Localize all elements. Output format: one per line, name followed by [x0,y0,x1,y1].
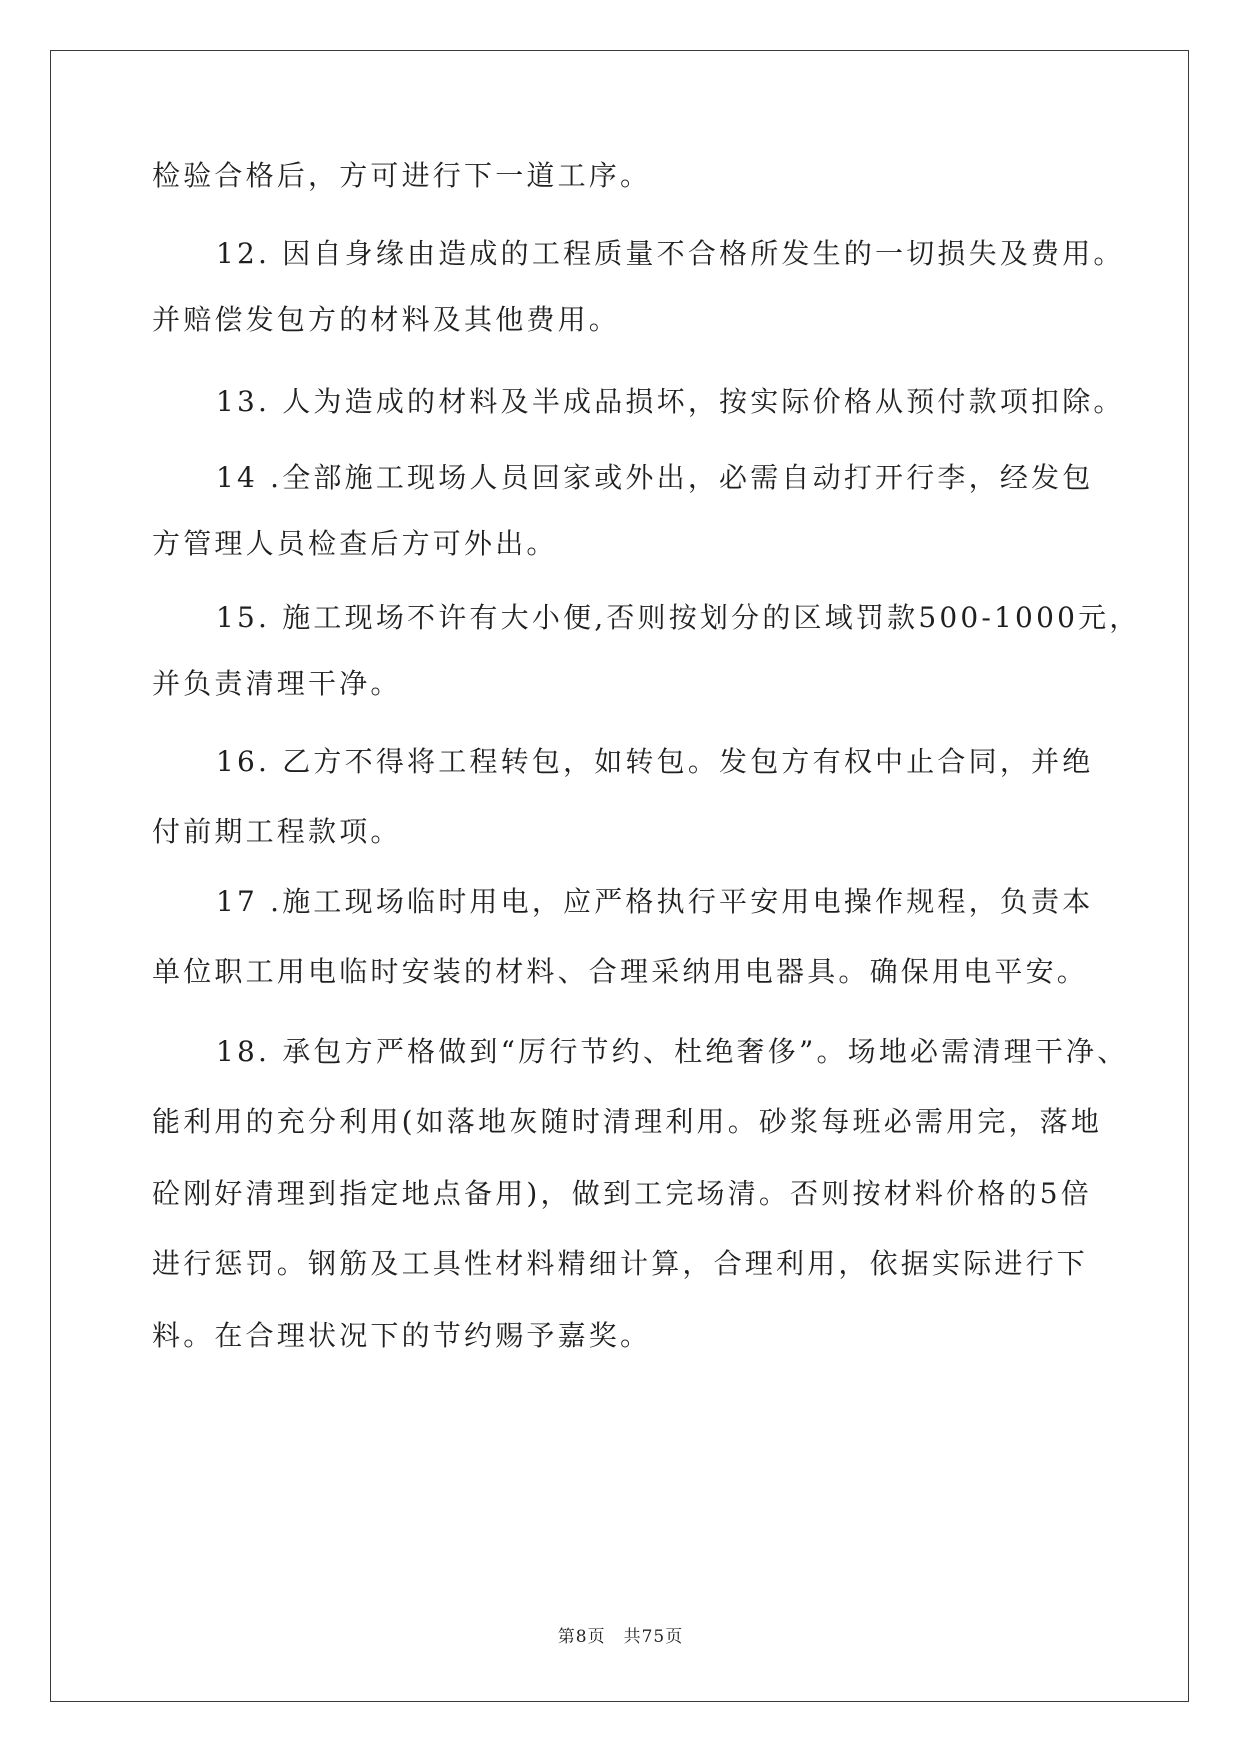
paragraph-line: 付前期工程款项。 [152,815,402,848]
paragraph-line-item-16: 16. 乙方不得将工程转包，如转包。发包方有权中止合同，并绝 [216,745,1094,778]
paragraph-line-item-18: 18. 承包方严格做到“厉行节约、杜绝奢侈”。场地必需清理干净、 [216,1035,1129,1068]
paragraph-line-item-14: 14 .全部施工现场人员回家或外出，必需自动打开行李，经发包 [216,461,1094,494]
page-footer [0,1625,1241,1649]
paragraph-line-item-15: 15. 施工现场不许有大小便,否则按划分的区域罚款500-1000元， [216,601,1141,634]
paragraph-line-item-17: 17 .施工现场临时用电，应严格执行平安用电操作规程，负责本 [216,885,1094,918]
paragraph-line: 料。在合理状况下的节约赐予嘉奖。 [152,1319,652,1352]
paragraph-line: 并赔偿发包方的材料及其他费用。 [152,303,621,336]
page-number: 第8页 [557,1627,606,1647]
paragraph-line: 并负责清理干净。 [152,667,402,700]
paragraph-line: 单位职工用电临时安装的材料、合理采纳用电器具。确保用电平安。 [152,955,1089,988]
paragraph-line: 砼刚好清理到指定地点备用)，做到工完场清。否则按材料价格的5倍 [152,1177,1092,1210]
paragraph-line-item-12: 12. 因自身缘由造成的工程质量不合格所发生的一切损失及费用。 [216,237,1125,270]
paragraph-line: 方管理人员检查后方可外出。 [152,527,558,560]
paragraph-line: 进行惩罚。钢筋及工具性材料精细计算，合理利用，依据实际进行下 [152,1247,1089,1280]
paragraph-line: 能利用的充分利用(如落地灰随时清理利用。砂浆每班必需用完，落地 [152,1105,1103,1138]
page-total: 共75页 [623,1627,684,1647]
paragraph-line: 检验合格后，方可进行下一道工序。 [152,159,652,192]
page-border [50,50,1189,1702]
paragraph-line-item-13: 13. 人为造成的材料及半成品损坏，按实际价格从预付款项扣除。 [216,385,1125,418]
